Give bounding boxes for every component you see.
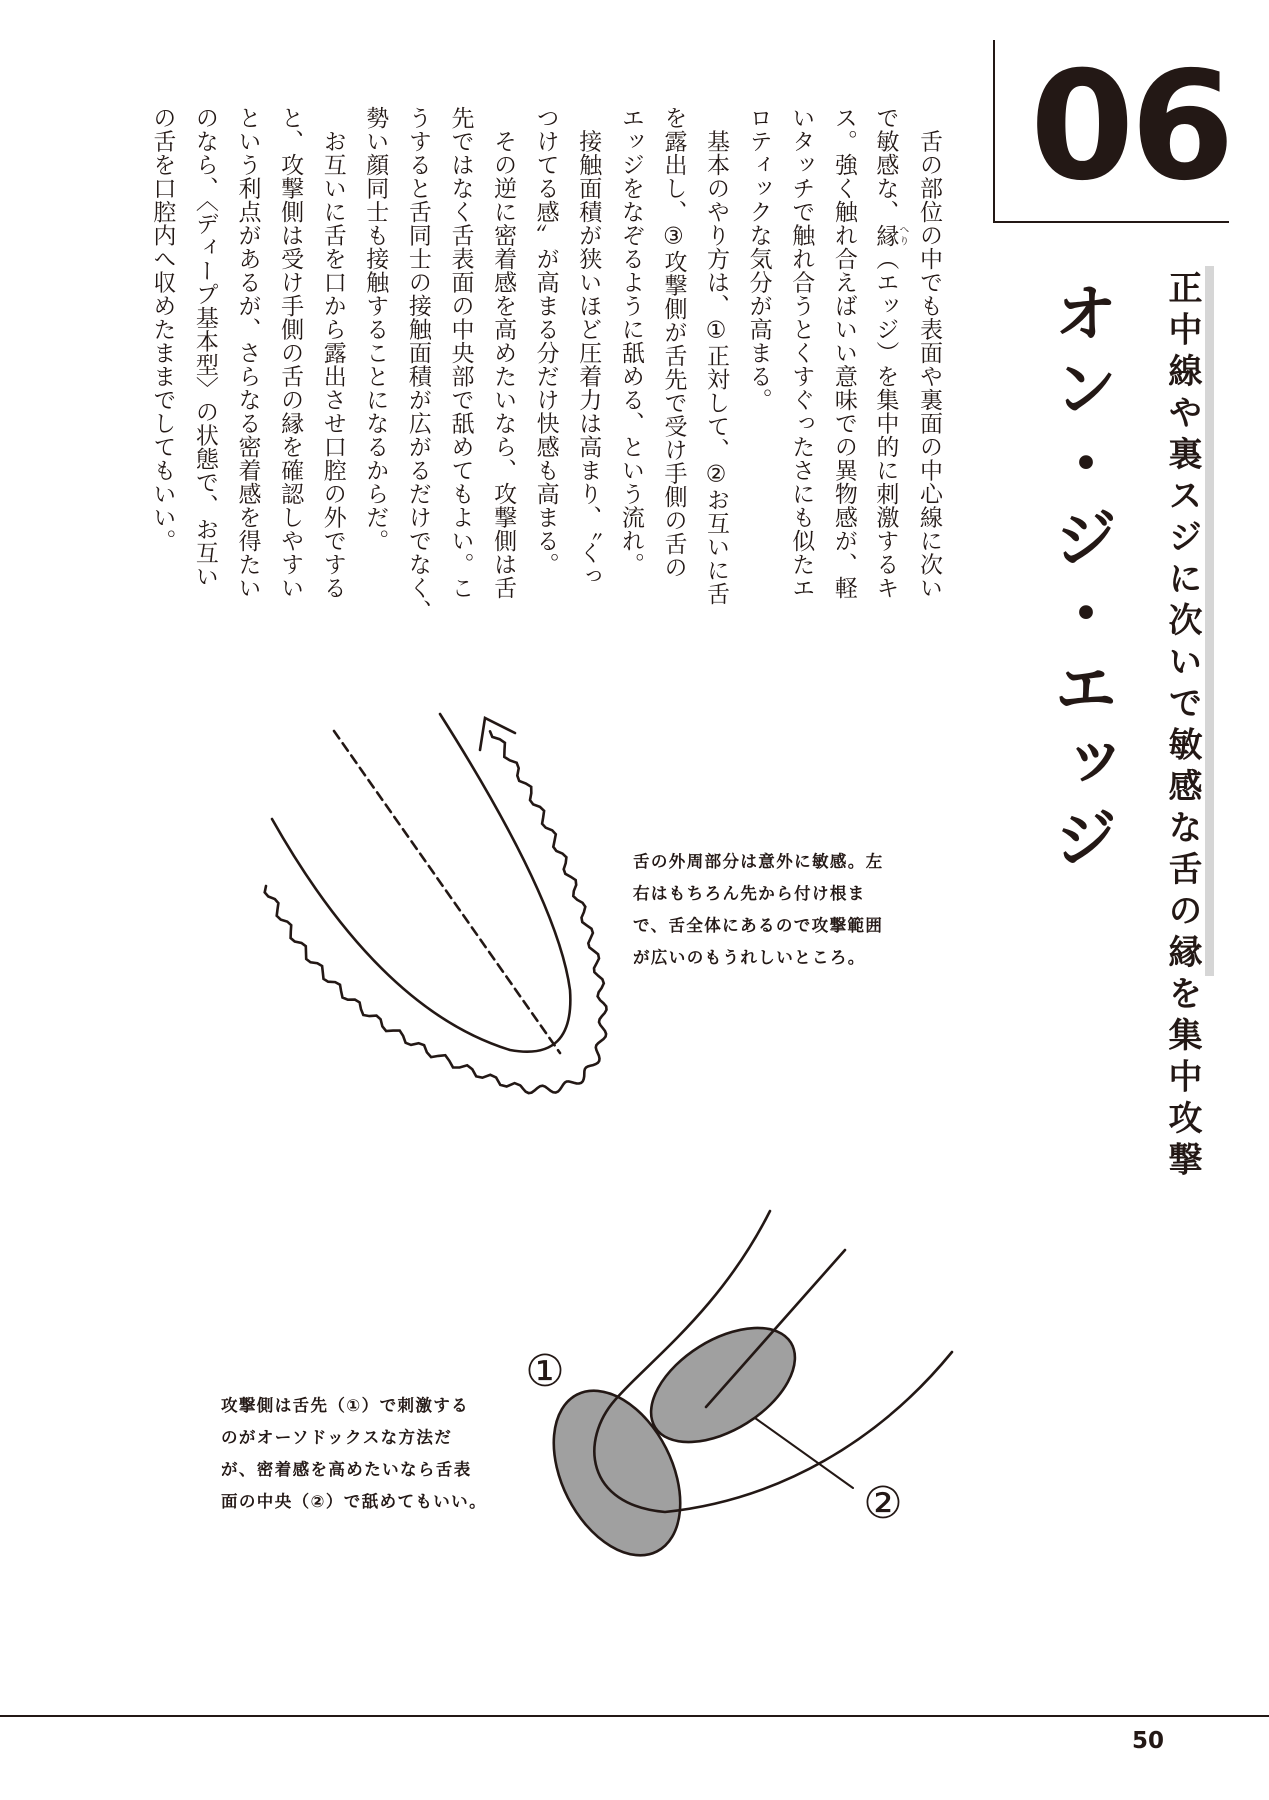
caption-line: で、舌全体にあるので攻撃範囲 (633, 916, 884, 935)
page-subtitle: 正中線や裏スジに次いで敏感な舌の縁を集中攻撃 (1162, 270, 1202, 1183)
body-line: という利点があるが、さらなる密着感を得たい (234, 106, 261, 600)
caption-contact (221, 1390, 487, 1518)
body-line: 基本のやり方は、①正対して、②お互いに舌 (703, 106, 730, 606)
body-line: 接触面積が狭いほど圧着力は高まり、〝くっ (575, 106, 602, 588)
label-tip: ① (525, 1346, 565, 1397)
caption-line: 右はもちろん先から付け根ま (633, 884, 866, 903)
body-line: エッジをなぞるように舐める、という流れ。 (617, 106, 644, 576)
body-text-span: （エッジ）を集中的に刺激するキ (872, 247, 899, 600)
caption-edge (633, 846, 884, 974)
body-line: いタッチで触れ合うとくすぐったさにも似たエ (788, 106, 815, 600)
body-line: のなら、〈ディープ基本型〉の状態で、お互い (191, 106, 218, 588)
page-title: オン・ジ・エッジ (1043, 280, 1117, 880)
tongue-midline (334, 731, 560, 1053)
caption-line: 舌の外周部分は意外に敏感。左 (633, 852, 884, 871)
caption-line: 面の中央（②）で舐めてもいい。 (221, 1492, 487, 1511)
caption-line: が、密着感を高めたいなら舌表 (221, 1460, 472, 1479)
section-number: 06 (1030, 40, 1231, 214)
ruby-base: 縁 (872, 223, 899, 247)
footer-rule (0, 1715, 1269, 1717)
body-line: つけてる感〟が高まる分だけ快感も高まる。 (532, 106, 559, 576)
ruby-reading: へり (896, 223, 908, 247)
label-center: ② (863, 1478, 903, 1529)
caption-line: が広いのもうれしいところ。 (633, 948, 866, 967)
edge-wavy-path (265, 731, 607, 1093)
body-line: ス。強く触れ合えばいい意味での異物感が、軽 (830, 106, 857, 600)
arrow-head-icon (480, 718, 515, 750)
body-line: お互いに舌を口から露出させ口腔の外でする (319, 106, 346, 600)
page-number: 50 (1132, 1728, 1165, 1754)
caption-line: のがオーソドックスな方法だ (221, 1428, 453, 1447)
caption-line: 攻撃側は舌先（①）で刺激する (221, 1396, 470, 1415)
body-line: を露出し、③攻撃側が舌先で受け手側の舌の (660, 106, 687, 579)
body-line: ロティックな気分が高まる。 (745, 106, 772, 412)
body-line: の舌を口腔内へ収めたままでしてもいい。 (149, 106, 176, 553)
body-line: 先ではなく舌表面の中央部で舐めてもよい。こ (447, 106, 474, 600)
body-line: その逆に密着感を高めたいなら、攻撃側は舌 (490, 106, 517, 600)
body-line: 勢い顔同士も接触することになるからだ。 (362, 106, 389, 553)
tongue-outline (272, 714, 570, 1052)
tongue-edge-illustration (265, 714, 607, 1093)
body-line: 舌の部位の中でも表面や裏面の中心線に次い (916, 106, 942, 600)
body-text-span: で敏感な、 (872, 106, 899, 224)
body-line: うすると舌同士の接触面積が広がるだけでなく、 (404, 106, 431, 623)
body-line: と、攻撃側は受け手側の舌の縁を確認しやすい (277, 106, 304, 600)
